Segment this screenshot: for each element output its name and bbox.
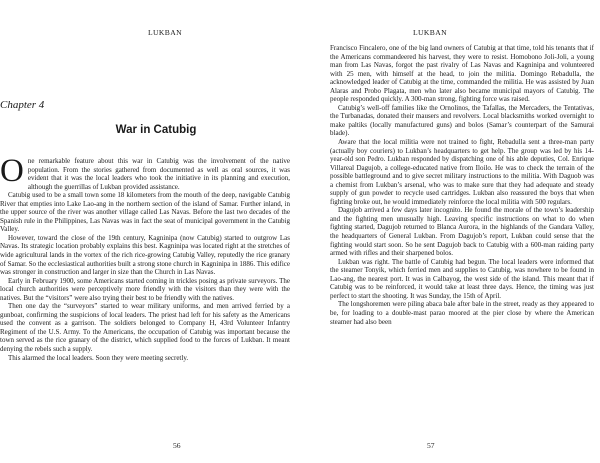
paragraph: Aware that the local militia were not trained to fight, Rebadulla sent a three-man party (actually boy couriers) to Lukban’s headquarters to get help. The group was led by his 14-year-old son Pedro. Lukban responded by dispatching one of his able deputies, Col. Enrique Villareal Dagujob, a college-educated native from Iloilo. He was to check the terrain of the possible battleground and to give secret military instructions to the militia. With Daguob was a chemist from Lukban’s arsenal, who was to make sure that they had adequate and steady supply of gun powder to recycle used cartridges. Lukban also reassured the boys that when fighting broke out, he would immediately reinforce the local militia with 500 regulars.	[330, 138, 594, 206]
paragraph: This alarmed the local leaders. Soon they were meeting secretly.	[8, 353, 189, 362]
paragraph	[0, 153, 290, 191]
paragraph: Then one day the “surveyors” started to wear military uniforms, and men arrived ferried by a gunboat, confirming the suspicions of local leaders. The priest had left for his safety as the Americans used the convent as a garrison. The soldiers belonged to Company H, 43rd Volunteer Infantry Regiment of the U.S. Army. To the Americans, the occupation of Catubig was important because the town served as the rice granary of the district, which supplied food to the forces of Lukban. It meant denying the rebels such a supply.	[0, 302, 290, 354]
running-head-left: LUKBAN	[147, 28, 183, 37]
paragraph: The longshoremen were piling abaca bale after bale in the street, ready as they appeared to be, for loading to a double-mast parao moored at the pier close by where the American steamer had also been	[330, 300, 594, 326]
paragraph: Early in February 1900, some Americans started coming in trickles posing as private surveyors. The local church authorities were perceptively more friendly with the visitors than they were with the natives. But the “visitors” were also trying their best to be friendly with the natives.	[0, 276, 290, 302]
chapter-title: War in Catubig	[115, 124, 197, 136]
right-page-body	[330, 44, 594, 326]
paragraph: Dagujob arrived a few days later incognito. He found the morale of the town’s leadership and the fighting men unusually high. Leaving specific instructions on what to do when fighting started, Dagujob returned to Blanca Aurora, in the highlands of the Gandara Valley, the headquarters of General Lukban. From Dagujob’s report, Lukban could sense that the fighting would start soon. So he sent Dagujob back to Catubig with a 600-man raiding party armed with rifles and their sharpened bolos.	[330, 206, 594, 258]
drop-cap: O	[0, 153, 24, 189]
paragraph: Lukban was right. The battle of Catubig had begun. The local leaders were informed that the steamer Tonyik, which ferried men and supplies to Catubig, was nowhere to be found in Lao-ang, the nearest port. It was in Calbayog, the west side of the island. This meant that if Catubig was to be reinforced, it would take at least three days. Hence, the timing was just perfect to start the shooting. It was Sunday, the 15th of April.	[330, 257, 594, 300]
running-head-right: LUKBAN	[412, 28, 448, 37]
page-number-left: 56	[173, 441, 181, 450]
chapter-label: Chapter 4	[0, 99, 45, 111]
page-number-right: 57	[427, 441, 435, 450]
paragraph-text: ne remarkable feature about this war in Catubig was the involvement of the native population. From the stories gathered from documented as well as oral sources, it was evident that it was the local leaders who took the initiative in its planning and execution, although the guerrillas of Lukban provided assistance.	[27, 157, 290, 191]
paragraph: Catubig’s well-off families like the Ornolinos, the Tafallas, the Mercaders, the Tentativas, the Turbanadas, donated their mausers and revolvers. Local blacksmiths worked overnight to make paltiks (locally manufactured guns) and bolos (Samar’s counterpart of the Samurai blade).	[330, 103, 594, 138]
left-page-body	[0, 153, 290, 362]
paragraph: However, toward the close of the 19th century, Kagninipa (now Catubig) started to outgrow Las Navas. Its strategic location probably explains this best. Kagninipa was located right at the stretches of wide agricultural lands in the vortex of the rich rice-growing Catubig Valley, reputedly the rice granary of Samar. So the ecclesiastical authorities built a strong stone church in Kagninipa in 1886. This edifice was stronger in construction and larger in size than the Church in Las Navas.	[0, 233, 290, 277]
paragraph: Catubig used to be a small town some 18 kilometers from the mouth of the deep, navigable Catubig River that empties into Lake Lao-ang in the northern section of the island of Samar. Further inland, in the upper source of the river was another village called Las Navas. Before the last two decades of the Spanish rule in the Philippines, Las Navas was in fact the seat of municipal government in the Catubig Valley.	[0, 191, 290, 234]
right-page	[300, 0, 600, 463]
paragraph: Francisco Fincalero, one of the big land owners of Catubig at that time, told his tenants that if the Americans commandeered his harvest, they were to resist. Homobono Joli-Joli, a young man from Las Navas, forgot the past rivalry of Las Navas and Kagninipa and volunteered with 25 men, with himself at the head, to join the militia. Domingo Rebadulla, the acknowledged leader of Catubig at the time, commanded the militia. He was assisted by Juan Alaras and Probo Plagata, men who later also became municipal mayors of Catubig. The people responded quickly. A 300-man strong, fighting force was raised.	[330, 44, 594, 104]
